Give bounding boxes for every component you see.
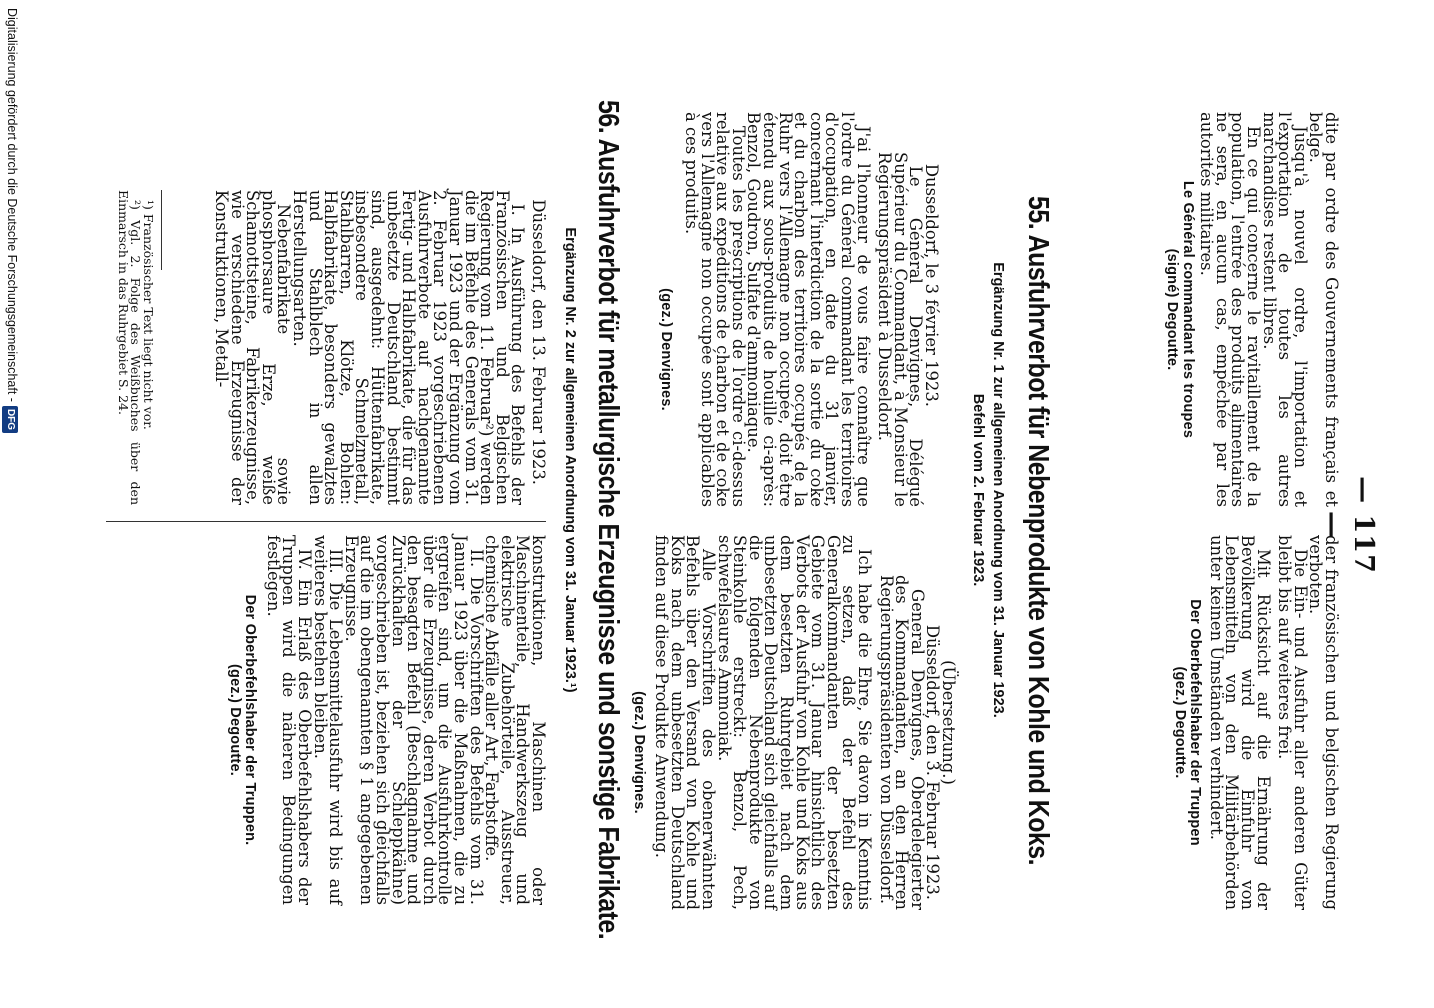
paragraph: J'ai l'honneur de vous faire connaître que l'ordre du Général commandant les territoires d'occupation, en date du 31 janvier, concernant l'interdiction de la sortie du coke et du charbon des territoires occupés de la Ruhr vers l'Allemagne non occupée, doit être étendu aux sous-produits de houille ci-après: Benzol, Goudron, Sulfate d'ammoniaque. <box>744 112 873 507</box>
footnote-divider <box>161 190 162 270</box>
paragraph: Alle Vorschriften des obenerwähnten Befehls über den Versand von Kohle und Koks nach dem unbesetzten Deutschland finden auf diese Produkte Anwendung. <box>652 535 719 910</box>
signature-title: Der Oberbefehlshaber der Truppen. <box>242 594 259 846</box>
paragraph: dite par ordre des Gouvernements français et belge. <box>1306 112 1341 507</box>
digitization-credit <box>4 0 20 1008</box>
paragraph: Die Ein- und Ausfuhr aller anderen Güter bleibt bis auf weiteres frei. <box>1275 535 1310 910</box>
dateline: Düsseldorf, den 3. Februar 1923. <box>923 624 943 900</box>
top-left-column <box>1163 112 1339 507</box>
section-heading-55: 55. Ausfuhrverbot für Nebenprodukte von Kohle und Koks. <box>1022 196 1054 866</box>
section-subheading: Befehl vom 2. Februar 1923. <box>970 393 986 587</box>
footnote: ¹) Französischer Text liegt nicht vor. <box>141 200 156 430</box>
section-56-right-column <box>226 535 546 905</box>
section-56-left-column <box>214 190 546 505</box>
paragraph: En ce qui concerne le ravitaillement de la population, l'entrée des produits alimentaires ne sera, en aucun cas, empêchée par les autorités militaires. <box>1197 112 1264 507</box>
section-subheading: Ergänzung Nr. 1 zur allgemeinen Anordnung vom 31. Januar 1923. <box>990 262 1006 718</box>
signature-name: (gez.) Denvignes. <box>630 691 647 814</box>
signature-name: (signé) Degoutte. <box>1164 248 1181 371</box>
signature-name: (gez.) Degoutte. <box>226 664 243 776</box>
section-heading-56: 56. Ausfuhrverbot für metallurgische Erzeugnisse und sonstige Fabrikate. <box>592 100 624 940</box>
paragraph: II. Die Vorschriften des Befehls vom 31. Januar 1923 über die Maßnahmen, die zu ergreifen sind, um die Ausfuhrkontrolle über die Erzeugnisse, deren Verbot durch den besagten Befehl (Beschlagnahme und Zurückhalten der Schleppkähne) vorgeschrieben ist, beziehen sich gleichfalls auf die im obengenannten § 1 angegebenen Erzeugnisse. <box>341 535 486 905</box>
paragraph: Ich habe die Ehre, Sie davon in Kenntnis zu setzen, daß der Befehl des Generalkommandanten der besetzten Gebiete vom 31. Januar hinsichtlich des Verbots der Ausfuhr von Kohle und Koks aus dem besetzten Ruhrgebiet nach dem unbesetzten Deutschland sich gleichfalls auf die folgenden Nebenprodukte von Steinkohle erstreckt: Benzol, Pech, schwefelsaures Ammoniak. <box>714 535 875 910</box>
signature-name: (gez.) Degoutte. <box>1171 666 1188 779</box>
paragraph: der französischen und belgischen Regierung verboten. <box>1306 535 1341 910</box>
dateline: Dusseldorf, le 3 février 1923. <box>922 163 941 407</box>
signature-name: (gez.) Denvignes. <box>658 288 675 411</box>
signature-title: Le Général commandant les troupes <box>1179 180 1196 439</box>
paragraph: Nebenfabrikate sowie phosphorsaure Erze, weiße Schamottsteine, Fabrikerzeugnisse, wie verschiedene Erzeugnisse der Konstruktionen, Metall- <box>212 190 294 505</box>
signature-title: Der Oberbefehlshaber der Truppen <box>1187 599 1204 846</box>
french-column-55 <box>658 112 939 507</box>
credit-text: Digitalisierung gefördert durch die Deutsche Forschungsgemeinschaft - <box>5 8 19 402</box>
dateline: Düsseldorf, den 13. Februar 1923. <box>529 199 548 485</box>
paragraph: I. In Ausführung des Befehls der Französischen und Belgischen Regierung vom 11. Februar²) werden die im Befehle des Generals vom 31. Januar 1923 und der Ergänzung vom 2. Februar 1923 vorgeschriebenen Ausfuhrverbote auf nachgenannte Fertig- und Halbfabrikate, die für das unbesetzte Deutschland bestimmt sind, ausgedehnt: Hüttenfabrikate, insbesondere Schmelzmetall, Stahlbarren, Klötze, Bohlen: Halbfabrikate, besonders gewalztes und Stahlblech in allen Herstellungsarten. <box>290 190 528 505</box>
paragraph: IV. Ein Erlaß des Oberbefehlshabers der Truppen wird die näheren Bedingungen festlegen. <box>263 535 315 905</box>
top-right-column <box>1171 535 1339 910</box>
paragraph: Toutes les prescriptions de l'ordre ci-dessus relative aux expéditions de charbon et de coke vers l'Allemagne non occupée sont applicables à ces produits. <box>682 112 748 507</box>
address: General Denvignes, Oberdelegierter des Kommandanten, an den Herren Regierungspräsidenten von Düsseldorf. <box>876 575 927 910</box>
german-column-55 <box>630 535 956 910</box>
paragraph: konstruktionen, Maschinen oder Maschinenteile, Handwerkszeug und elektrische Zubehörteile, Ausstreuer, chemische Abfälle aller Art, Farbstoffe. <box>482 535 548 905</box>
footnotes <box>117 190 155 505</box>
address: Le Général Denvignes, Délégué Supérieur du Commandant, à Monsieur le Regierungspräsident à Dusseldorf. <box>875 152 926 507</box>
footnote: ²) Vgl. 2. Folge des Weißbuches über den Einmarsch in das Ruhrgebiet S. 24. <box>116 190 144 505</box>
paragraph: Jusqu'à nouvel ordre, l'importation et l'exportation de toutes les autres marchandises restent libres. <box>1259 112 1310 507</box>
dfg-logo: DFG <box>2 406 18 433</box>
section-subheading: Ergänzung Nr. 2 zur allgemeinen Anordnung vom 31. Januar 1923.¹) <box>562 227 578 693</box>
translation-note: (Übersetzung.) <box>939 660 958 785</box>
paragraph: III. Die Lebensmittelausfuhr wird bis auf weiteres bestehen bleiben. <box>310 535 346 905</box>
paragraph: Mit Rücksicht auf die Ernährung der Bevölkerung wird die Einfuhr von Lebensmitteln von den Militärbehörden unter keinen Umständen verhindert. <box>1206 535 1273 910</box>
page-number: — 117 — <box>1317 476 1379 574</box>
column-divider <box>106 521 546 522</box>
